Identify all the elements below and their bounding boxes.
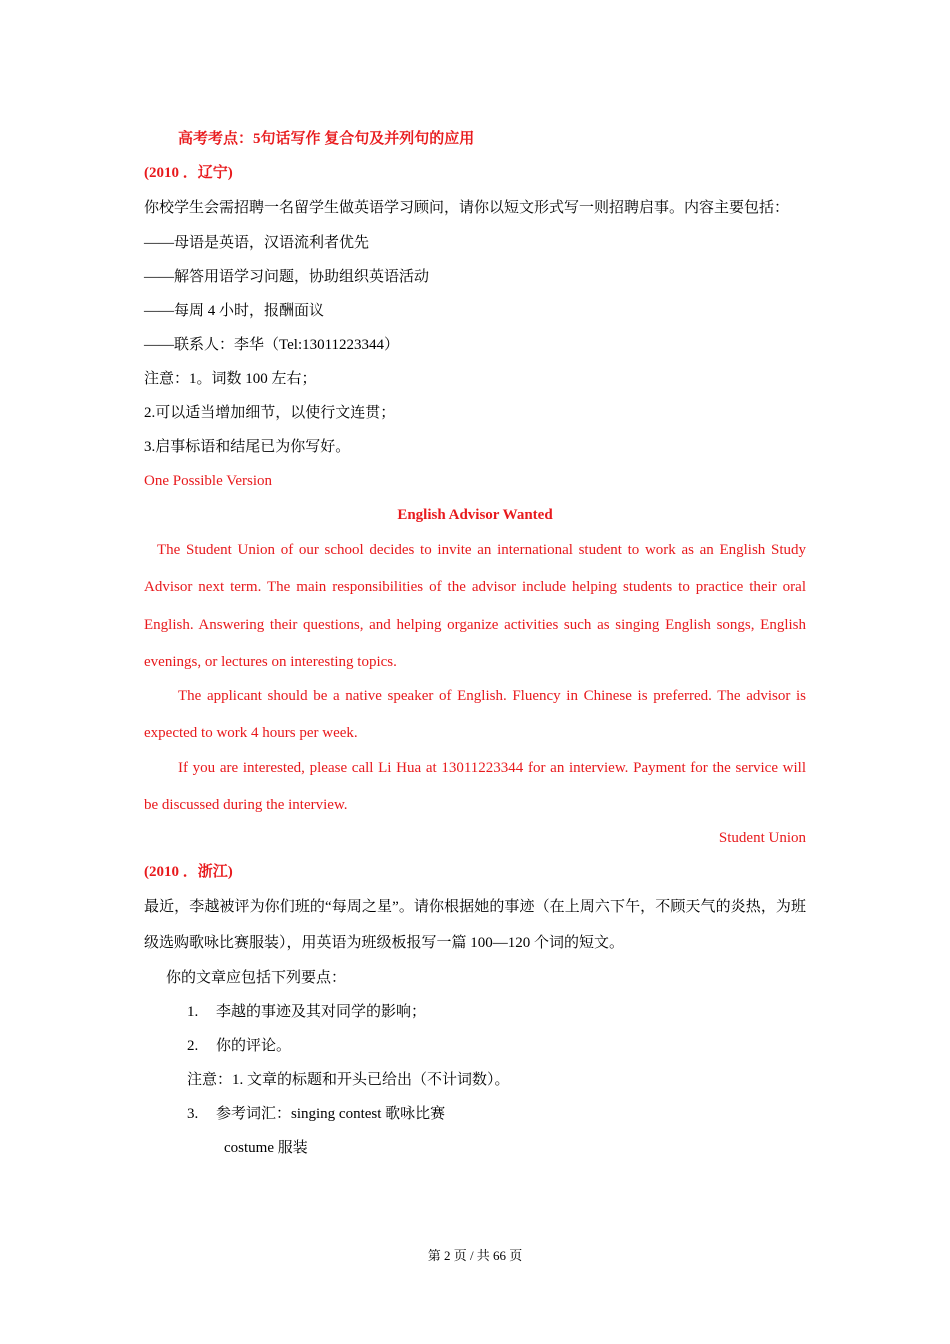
list-number: 1. <box>187 1004 199 1021</box>
list-text: 参考词汇：singing contest 歌咏比赛 <box>216 1106 446 1123</box>
page-title: 高考考点：5句话写作 复合句及并列句的应用 <box>178 131 475 147</box>
list-number: 3. <box>187 1106 199 1123</box>
section1-note: 注意：1。词数 100 左右； <box>144 371 317 387</box>
section2-prompt: 最近，李越被评为你们班的“每周之星”。请你根据她的事迹（在上周六下午，不顾天气的炎热，为班级选购歌咏比赛服装），用英语为班级板报写一篇 100—120 个词的短文。 <box>144 899 806 952</box>
list-item <box>144 1097 806 1131</box>
essay-paragraph: The applicant should be a native speaker of English. Fluency in Chinese is preferred. The advisor is expected to work 4 hours per week. <box>144 688 806 742</box>
section1-point: ——解答用语学习问题，协助组织英语活动 <box>144 269 430 285</box>
page-footer: 第 2 页 / 共 66 页 <box>427 1248 523 1263</box>
list-text: 李越的事迹及其对同学的影响； <box>216 1004 427 1021</box>
section2-note: 注意：1. 文章的标题和开头已给出（不计词数）。 <box>187 1072 510 1089</box>
essay-paragraph: If you are interested, please call Li Hua at 13011223344 for an interview. Payment for the service will be discussed during the interview. <box>144 759 806 814</box>
essay-paragraph: The Student Union of our school decides to invite an international student to work as an English Study Advisor next term. The main responsibilities of the advisor include helping students to practice their oral English. Answering their questions, and helping organize activities such as singing English songs, English evenings, or lectures on interesting topics. <box>144 542 806 670</box>
list-item <box>144 995 806 1029</box>
section1-note: 3.启事标语和结尾已为你写好。 <box>144 439 351 455</box>
section1-note: 2.可以适当增加细节，以使行文连贯； <box>144 405 396 421</box>
page-content <box>144 122 806 1165</box>
section1-point: ——母语是英语，汉语流利者优先 <box>144 235 370 251</box>
essay-signature: Student Union <box>718 830 806 847</box>
section2-year-label: (2010 ．浙江) <box>144 864 233 881</box>
version-label: One Possible Version <box>144 473 273 489</box>
list-item <box>144 1029 806 1063</box>
essay-title: English Advisor Wanted <box>397 507 553 523</box>
section1-point: ——联系人：李华（Tel:13011223344） <box>144 337 400 353</box>
list-number: 2. <box>187 1038 199 1055</box>
list-text: 你的评论。 <box>216 1038 292 1055</box>
vocab-continuation: costume 服装 <box>224 1140 308 1157</box>
section1-point: ——每周 4 小时，报酬面议 <box>144 303 325 319</box>
requirements-intro: 你的文章应包括下列要点： <box>166 970 347 987</box>
section1-year-label: (2010 ．辽宁) <box>144 165 233 181</box>
section1-prompt: 你校学生会需招聘一名留学生做英语学习顾问，请你以短文形式写一则招聘启事。内容主要包括： <box>144 200 790 216</box>
